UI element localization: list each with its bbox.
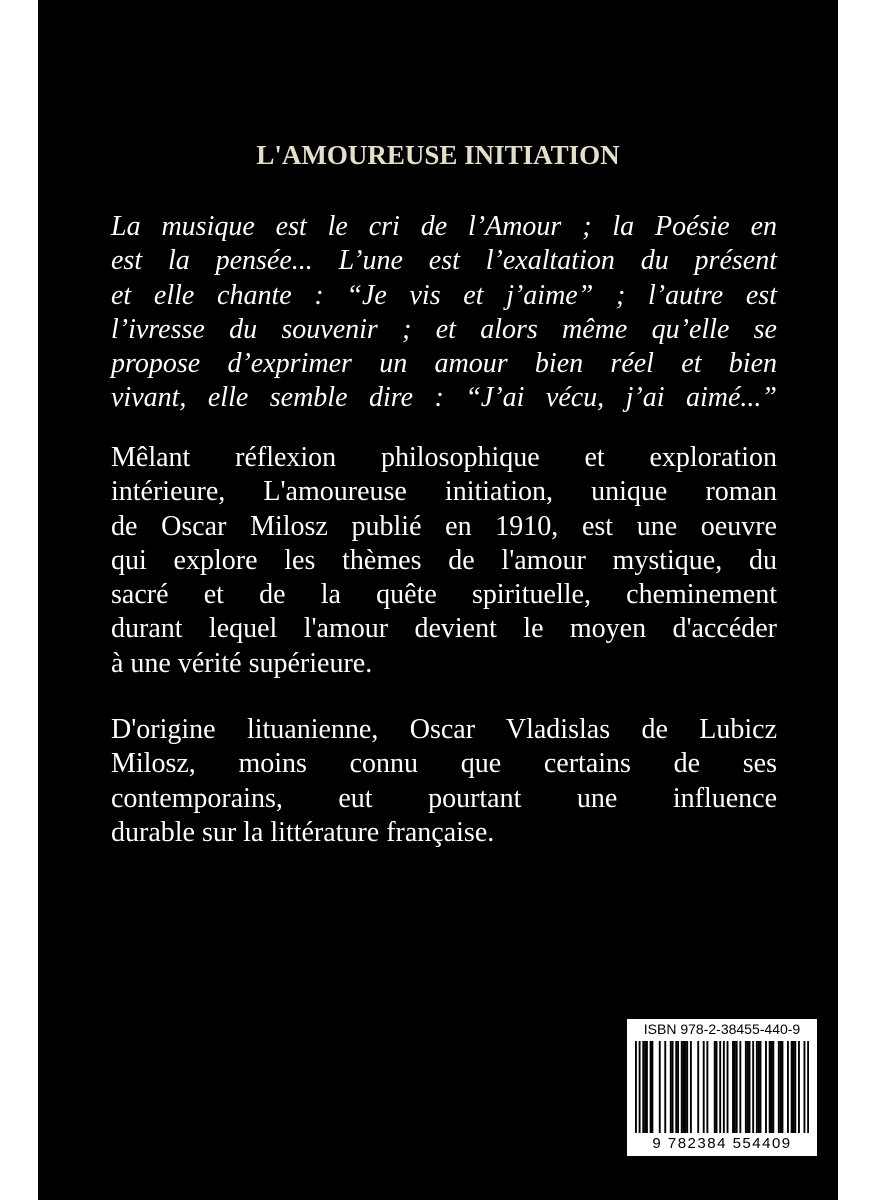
description-paragraph: [111, 441, 777, 681]
barcode-bar: [719, 1041, 721, 1133]
barcode-bar: [684, 1041, 686, 1133]
isbn-label: ISBN 978-2-38455-440-9: [643, 1021, 801, 1037]
barcode-bar: [703, 1041, 705, 1133]
quote-line: est la pensée... L’une est l’exaltation du présent: [111, 245, 777, 277]
barcode-bar: [727, 1041, 729, 1133]
barcode-bar: [639, 1041, 641, 1133]
barcode-bar: [723, 1041, 725, 1133]
barcode-bar: [758, 1041, 760, 1133]
barcode-bar: [747, 1041, 749, 1133]
book-title: L'AMOUREUSE INITIATION: [256, 140, 620, 170]
barcode-bar: [675, 1041, 677, 1133]
back-cover: [38, 0, 838, 1200]
quote-line: l’ivresse du souvenir ; et alors même qu’elle se: [111, 313, 777, 345]
barcode-bar: [650, 1041, 652, 1133]
barcode-bar: [677, 1041, 679, 1133]
barcode-bar: [664, 1041, 666, 1133]
paragraph-line: qui explore les thèmes de l'amour mystique, du: [111, 544, 777, 576]
isbn-barcode: [627, 1019, 817, 1156]
quote-line: La musique est le cri de l’Amour ; la Poésie en: [111, 211, 777, 242]
barcode-bar: [734, 1041, 736, 1133]
barcode-bar: [697, 1041, 699, 1133]
barcode-bar: [714, 1041, 716, 1133]
barcode-bar: [749, 1041, 751, 1133]
barcode-bar: [736, 1041, 738, 1133]
paragraph-line: durant lequel l'amour devient le moyen d'accéder: [111, 613, 777, 645]
barcode-bar: [782, 1041, 784, 1133]
barcode-bar: [739, 1041, 741, 1133]
barcode-bar: [765, 1041, 767, 1133]
barcode-bar: [807, 1041, 809, 1133]
barcode-bar: [793, 1041, 795, 1133]
barcode-bar: [745, 1041, 747, 1133]
barcode-bar: [686, 1041, 688, 1133]
barcode-bar: [681, 1041, 683, 1133]
barcode-bar: [769, 1041, 771, 1133]
paragraph-line: sacré et de la quête spirituelle, cheminement: [111, 579, 777, 611]
epigraph-quote: [111, 210, 777, 416]
barcode-bar: [706, 1041, 708, 1133]
barcode-bar: [642, 1041, 644, 1133]
barcode-bar: [651, 1041, 653, 1133]
paragraph-line: Milosz, moins connu que certains de ses: [111, 748, 777, 780]
barcode-bar: [683, 1041, 685, 1133]
quote-line: propose d’exprimer un amour bien réel et bien: [111, 348, 777, 380]
quote-line: vivant, elle semble dire : “J’ai vécu, j’ai aimé...”: [111, 382, 777, 414]
barcode-bar: [760, 1041, 762, 1133]
barcode-bar: [787, 1041, 789, 1133]
barcode-bar: [752, 1041, 754, 1133]
paragraph-line: contemporains, eut pourtant une influence: [111, 782, 777, 814]
paragraph-line: D'origine lituanienne, Oscar Vladislas de Lubicz: [111, 714, 777, 745]
barcode-bar: [659, 1041, 661, 1133]
barcode-bar: [644, 1041, 646, 1133]
quote-line: et elle chante : “Je vis et j’aime” ; l’autre est: [111, 279, 777, 311]
barcode-bar: [794, 1041, 796, 1133]
paragraph-line: de Oscar Milosz publié en 1910, est une oeuvre: [111, 510, 777, 542]
paragraph-line: à une vérité supérieure.: [111, 647, 373, 679]
barcode-bar: [672, 1041, 674, 1133]
barcode-bars: [635, 1041, 809, 1133]
barcode-bar: [670, 1041, 672, 1133]
paragraph-line: Mêlant réflexion philosophique et exploration: [111, 442, 777, 473]
barcode-bar: [732, 1041, 734, 1133]
barcode-bar: [772, 1041, 774, 1133]
barcode-bar: [716, 1041, 718, 1133]
barcode-bar: [798, 1041, 800, 1133]
barcode-digits: 9 782384 554409: [652, 1135, 792, 1152]
barcode-bar: [646, 1041, 648, 1133]
barcode-bar: [780, 1041, 782, 1133]
paragraph-line: intérieure, L'amoureuse initiation, unique roman: [111, 476, 777, 508]
barcode-bar: [771, 1041, 773, 1133]
barcode-bar: [635, 1041, 637, 1133]
barcode-bar: [690, 1041, 692, 1133]
barcode-bar: [791, 1041, 793, 1133]
paragraph-line: durable sur la littérature française.: [111, 816, 495, 848]
barcode-bar: [804, 1041, 806, 1133]
barcode-bar: [778, 1041, 780, 1133]
barcode-bar: [756, 1041, 758, 1133]
author-paragraph: [111, 713, 777, 850]
